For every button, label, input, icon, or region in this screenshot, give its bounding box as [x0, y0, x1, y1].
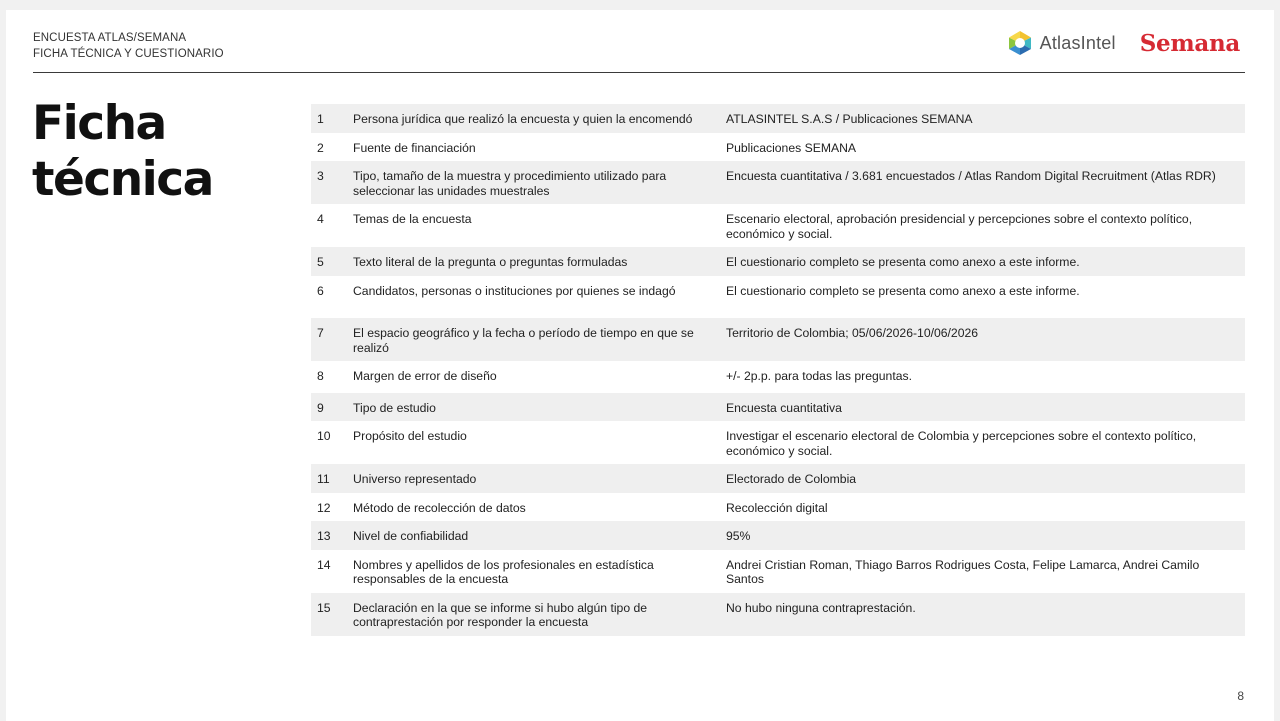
row-number: 15: [311, 593, 353, 636]
table-row: [311, 318, 1245, 361]
row-value: Recolección digital: [726, 500, 828, 515]
row-label: Declaración en la que se informe si hubo algún tipo de contraprestación por responder la encuesta: [353, 593, 726, 636]
page-title-line-2: técnica: [32, 152, 213, 207]
slide: [6, 10, 1274, 721]
ficha-tecnica-table: [311, 104, 1245, 636]
row-number: 6: [317, 283, 324, 298]
table-row: [311, 393, 1245, 422]
atlasintel-logo-icon: [1006, 29, 1034, 57]
row-value: ATLASINTEL S.A.S / Publicaciones SEMANA: [726, 104, 1245, 133]
row-label: Nivel de confiabilidad: [353, 521, 726, 550]
header-title: [33, 30, 224, 62]
row-number: 12: [317, 500, 331, 515]
table-row: [311, 361, 1245, 393]
table-row: [311, 161, 1245, 204]
row-number: 7: [311, 318, 353, 361]
row-label: El espacio geográfico y la fecha o período de tiempo en que se realizó: [353, 318, 726, 361]
row-number: 14: [317, 557, 331, 572]
row-label: Universo representado: [353, 464, 726, 493]
row-number: 5: [311, 247, 353, 276]
table-row: [311, 493, 1245, 522]
atlasintel-logo-text: AtlasIntel: [1039, 32, 1116, 53]
logos: [1006, 26, 1240, 60]
row-value: Territorio de Colombia; 05/06/2026-10/06/2026: [726, 318, 1245, 361]
row-value: El cuestionario completo se presenta como anexo a este informe.: [726, 247, 1245, 276]
header-divider: [33, 72, 1245, 73]
row-value: +/- 2p.p. para todas las preguntas.: [726, 369, 912, 383]
row-value: Electorado de Colombia: [726, 464, 1245, 493]
page-title: [32, 96, 282, 208]
table-row: [311, 104, 1245, 133]
table-row: [311, 247, 1245, 276]
row-value: Investigar el escenario electoral de Colombia y percepciones sobre el contexto político, económico y social.: [726, 429, 1197, 458]
page-number: 8: [1237, 689, 1244, 703]
table-row: [311, 550, 1245, 593]
row-label: Persona jurídica que realizó la encuesta y quien la encomendó: [353, 104, 726, 133]
row-value: El cuestionario completo se presenta como anexo a este informe.: [726, 283, 1080, 298]
table-row: [311, 133, 1245, 162]
semana-logo: Semana: [1139, 29, 1240, 57]
row-value: Escenario electoral, aprobación presidencial y percepciones sobre el contexto político, económico y social.: [726, 212, 1193, 241]
table-row: [311, 521, 1245, 550]
row-label: Fuente de financiación: [353, 140, 476, 155]
table-row: [311, 276, 1245, 319]
row-number: 13: [311, 521, 353, 550]
row-number: 8: [317, 369, 324, 383]
table-row: [311, 204, 1245, 247]
table-row: [311, 593, 1245, 636]
row-label: Temas de la encuesta: [353, 212, 472, 226]
atlasintel-logo: [1006, 29, 1116, 57]
row-value: Andrei Cristian Roman, Thiago Barros Rodrigues Costa, Felipe Lamarca, Andrei Camilo Santos: [726, 557, 1200, 586]
row-number: 1: [311, 104, 353, 133]
row-label: Candidatos, personas o instituciones por quienes se indagó: [353, 283, 676, 298]
header-line-2: FICHA TÉCNICA Y CUESTIONARIO: [33, 48, 224, 60]
row-label: Texto literal de la pregunta o preguntas formuladas: [353, 247, 726, 276]
table-row: [311, 421, 1245, 464]
row-label: Tipo de estudio: [353, 393, 726, 422]
row-number: 3: [311, 161, 353, 204]
table-row: [311, 464, 1245, 493]
row-value: Encuesta cuantitativa: [726, 393, 1245, 422]
row-value: Encuesta cuantitativa / 3.681 encuestados / Atlas Random Digital Recruitment (Atlas RDR): [726, 161, 1245, 204]
row-number: 4: [317, 212, 324, 226]
row-value: No hubo ninguna contraprestación.: [726, 593, 1245, 636]
row-value: Publicaciones SEMANA: [726, 140, 857, 155]
row-label: Nombres y apellidos de los profesionales en estadística responsables de la encuesta: [353, 557, 654, 586]
row-label: Método de recolección de datos: [353, 500, 526, 515]
row-number: 11: [311, 464, 353, 493]
page-title-line-1: Ficha: [32, 96, 166, 151]
header-line-1: ENCUESTA ATLAS/SEMANA: [33, 32, 187, 44]
row-label: Margen de error de diseño: [353, 369, 497, 383]
row-value: 95%: [726, 521, 1245, 550]
row-number: 2: [317, 140, 324, 155]
row-label: Tipo, tamaño de la muestra y procedimiento utilizado para seleccionar las unidades muestrales: [353, 161, 726, 204]
row-number: 9: [311, 393, 353, 422]
row-label: Propósito del estudio: [353, 429, 467, 443]
row-number: 10: [317, 429, 331, 443]
